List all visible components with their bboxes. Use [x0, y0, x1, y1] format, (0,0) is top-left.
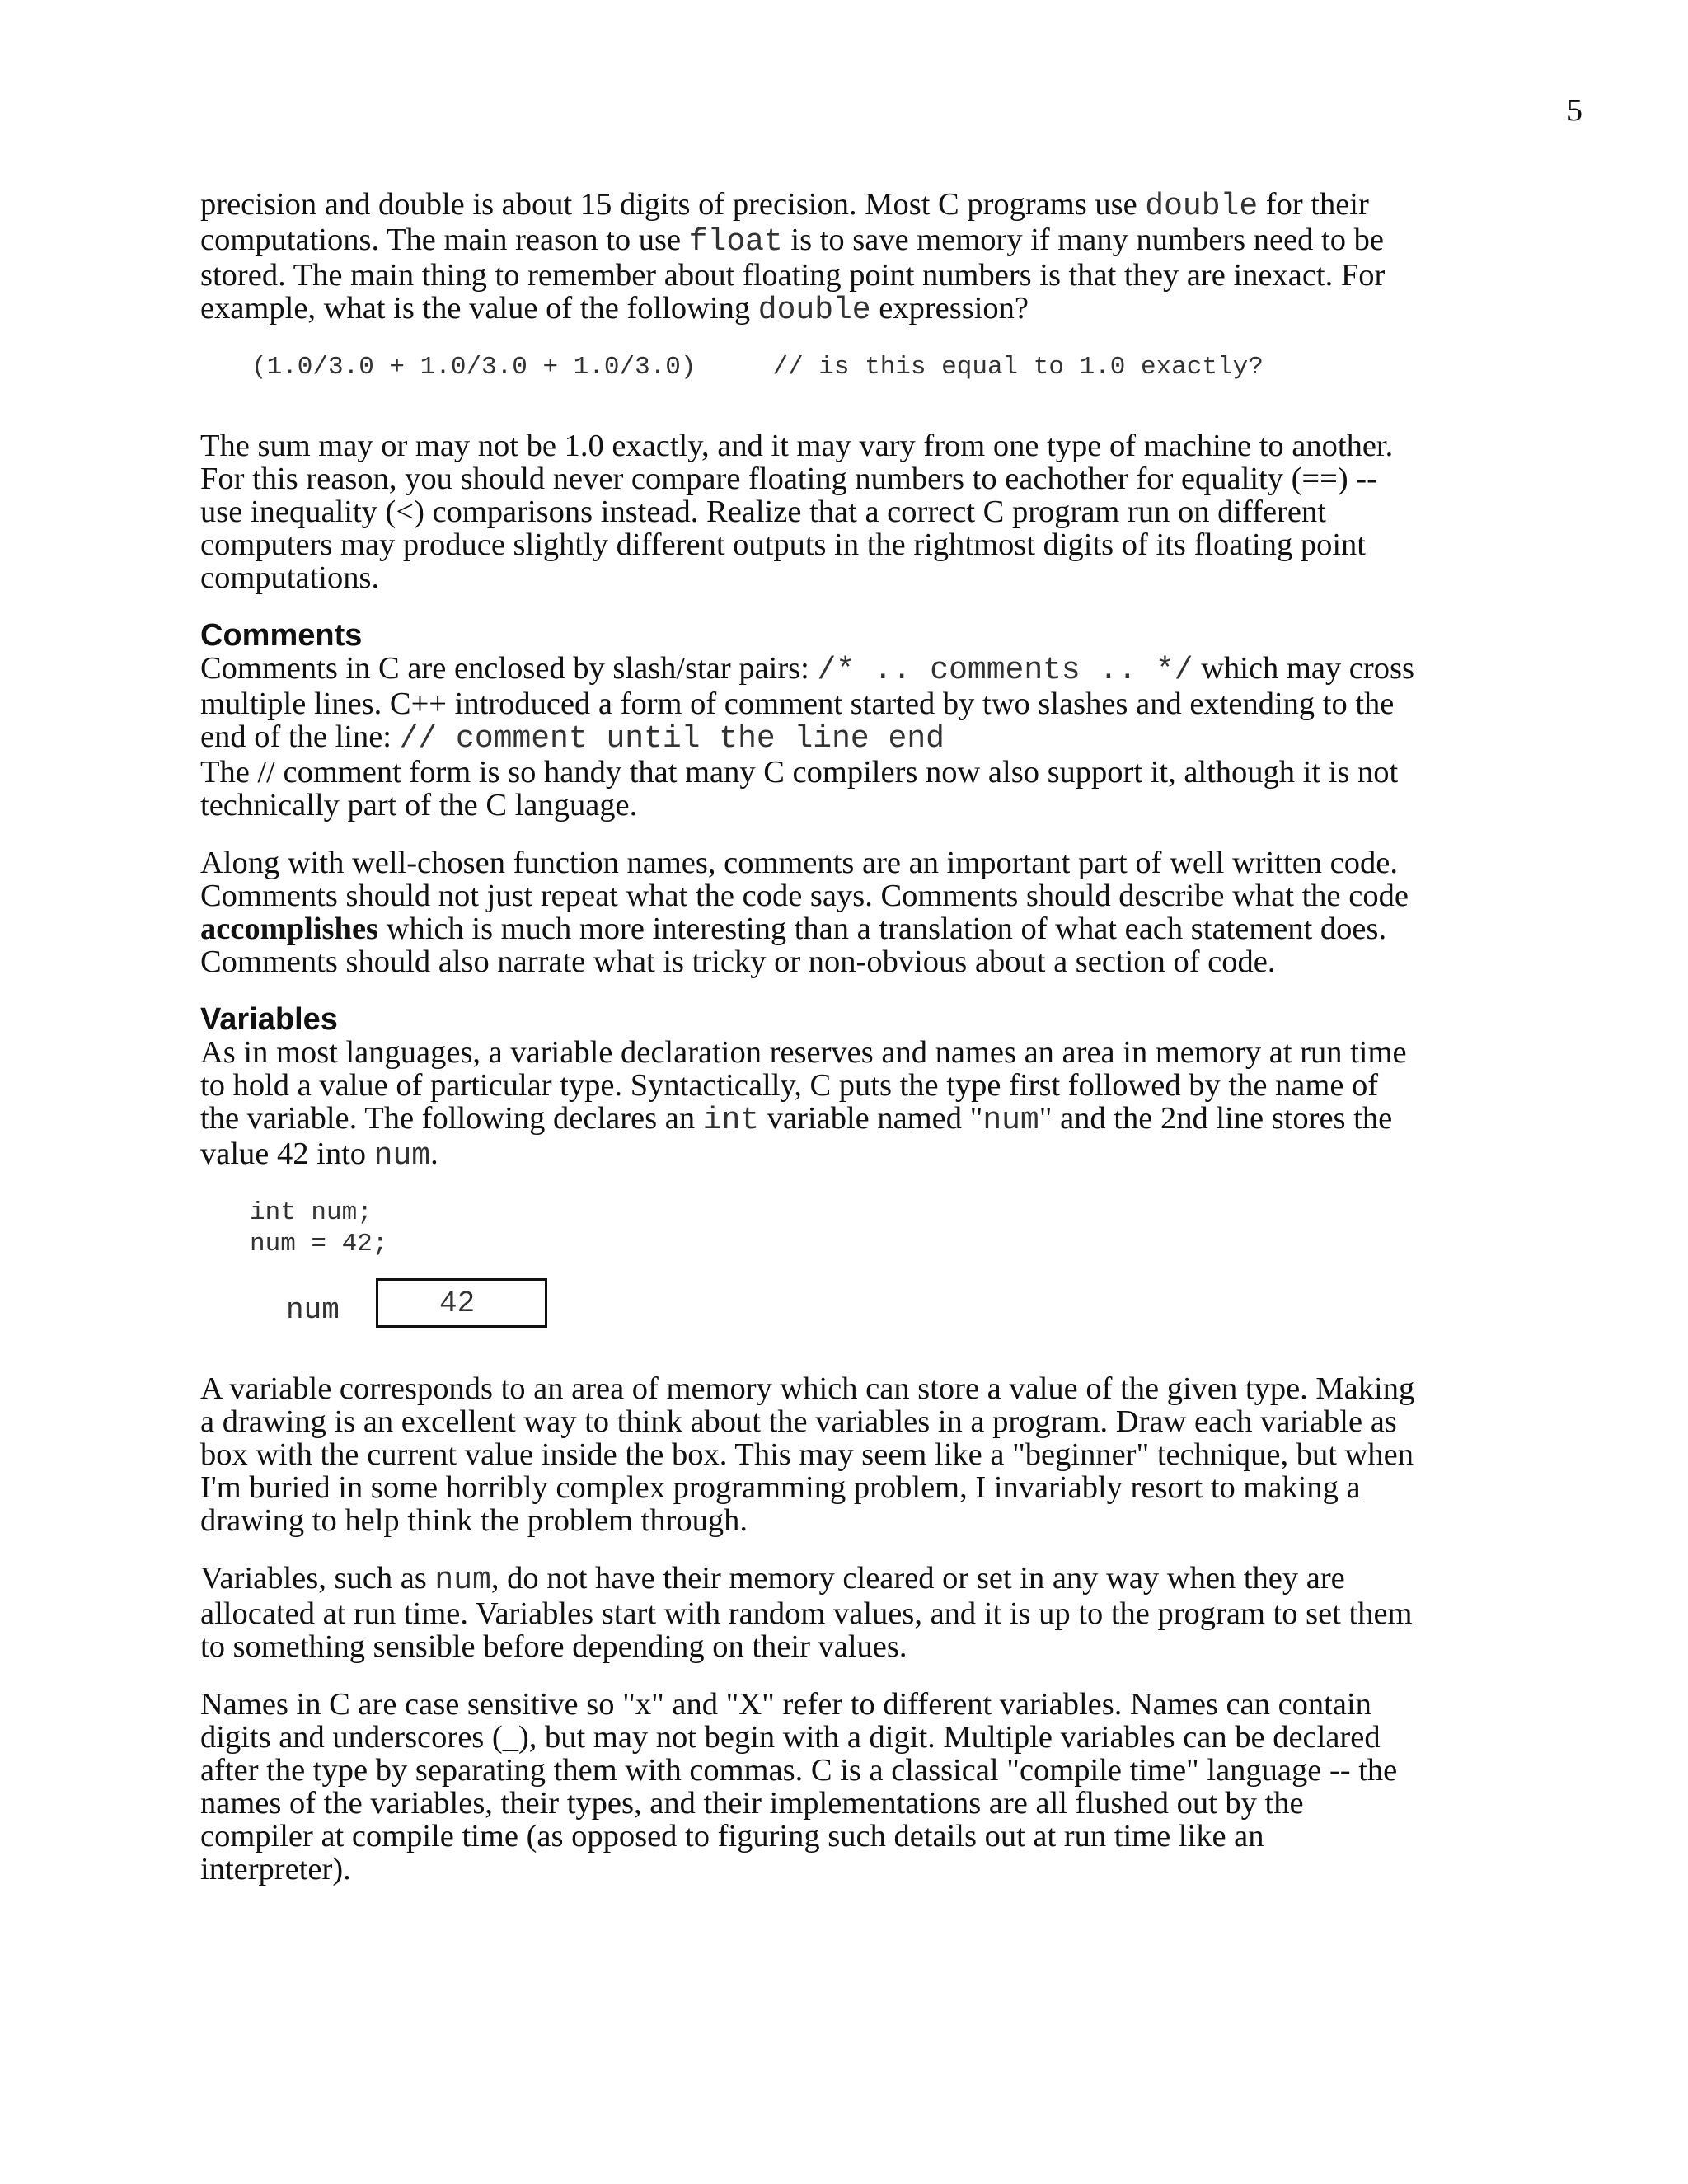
- page-content: [200, 188, 1420, 1910]
- text: The // comment form is so handy that many C compilers now also support it, although it is not technically part of the C language.: [200, 755, 1399, 823]
- inline-code: /* .. comments .. */: [817, 653, 1193, 688]
- variables-paragraph-1: [200, 1036, 1420, 1173]
- text: is to save memory if many numbers need to be stored. The main thing to remember about floating point numbers is that they are inexact. For example, what is the value of the following: [200, 223, 1386, 326]
- text: As in most languages, a variable declaration reserves and names an area in memory at run time to hold a value of particular type. Syntactically, C puts the type first followed by the name of the variable. The following declares an: [200, 1035, 1407, 1136]
- comments-paragraph-1: [200, 652, 1420, 822]
- text: Comments in C are enclosed by slash/star pairs:: [200, 651, 818, 686]
- section-heading-comments: Comments: [200, 618, 363, 653]
- variable-box-diagram: [200, 1278, 1420, 1336]
- variables-paragraph-4: Names in C are case sensitive so "x" and "X" refer to different variables. Names can contain digits and underscores (_), but may not begin with a digit. Multiple variables can be declared after the type by separating them with commas. C is a classical "compile time" language -- the names of the variables, their types, and their implementations are all flushed out by the compiler at compile time (as opposed to figuring such details out at run time like an interpreter).: [200, 1687, 1398, 1886]
- inline-code: num: [982, 1103, 1039, 1138]
- text: expression?: [870, 291, 1029, 326]
- text: variable named ": [759, 1101, 983, 1136]
- text: for their computations. The main reason to use: [200, 187, 1369, 257]
- floats-paragraph-1: [200, 188, 1420, 327]
- inline-code: num: [373, 1138, 431, 1174]
- floats-paragraph-2: The sum may or may not be 1.0 exactly, and it may vary from one type of machine to another. For this reason, you should never compare floating numbers to eachother for equality (==) -- use inequality (<) comparisons instead. Realize that a correct C program run on different computers may produce slightly different outputs in the rightmost digits of its floating point computations.: [200, 429, 1394, 595]
- variable-value-box: 42: [376, 1278, 547, 1328]
- inline-code: num: [434, 1563, 491, 1598]
- variables-paragraph-2: A variable corresponds to an area of memory which can store a value of the given type. Making a drawing is an excellent way to think about the variables in a program. Draw each variable as box with the current value inside the box. This may seem like a "beginner" technique, but when I'm buried in some horribly complex programming problem, I invariably resort to making a drawing to help think the problem through.: [200, 1371, 1415, 1538]
- comments-paragraph-2: [200, 846, 1420, 978]
- bold-text: accomplishes: [200, 912, 379, 946]
- text: precision and double is about 15 digits of precision. Most C programs use: [200, 187, 1146, 222]
- inline-code: int: [702, 1103, 760, 1138]
- variable-label: num: [286, 1293, 340, 1327]
- text: , do not have their memory cleared or set in any way when they are allocated at run time. Variables start with random values, and it is up to the program to set them to something sensible before depending on their values.: [200, 1561, 1413, 1664]
- inline-code: float: [688, 224, 783, 260]
- inline-code: double: [757, 293, 871, 328]
- code-example-declaration: int num; num = 42;: [250, 1198, 388, 1258]
- section-heading-variables: Variables: [200, 1002, 338, 1037]
- inline-code: double: [1145, 189, 1259, 224]
- inline-code: // comment until the line end: [399, 721, 945, 757]
- text: which is much more interesting than a translation of what each statement does. Comments should also narrate what is tricky or non-obvious about a section of code.: [200, 912, 1387, 979]
- text: Along with well-chosen function names, comments are an important part of well written code. Comments should not just repeat what the code says. Comments should describe what the code: [200, 846, 1409, 913]
- text: which may cross multiple lines. C++ introduced a form of comment started by two slashes and extending to the end of the line:: [200, 651, 1414, 754]
- variables-paragraph-3: [200, 1562, 1420, 1663]
- text: .: [430, 1137, 438, 1171]
- page-number: 5: [1567, 93, 1582, 128]
- text: Variables, such as: [200, 1561, 435, 1596]
- code-example-float-sum: (1.0/3.0 + 1.0/3.0 + 1.0/3.0) // is this equal to 1.0 exactly?: [251, 353, 1264, 382]
- text: " and the 2nd line stores the value 42 into: [200, 1101, 1393, 1171]
